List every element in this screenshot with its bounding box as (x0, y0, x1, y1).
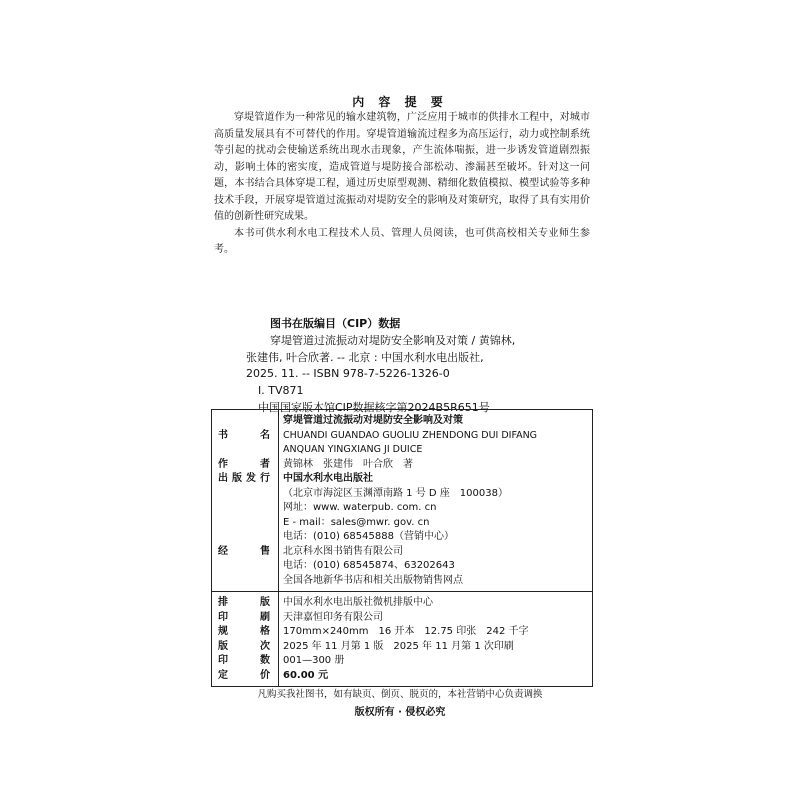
label-char: 定 (218, 669, 228, 681)
label-char: 数 (260, 655, 270, 666)
label-char: 行 (260, 473, 270, 484)
info-value (279, 410, 593, 429)
label-char: 排 (218, 597, 228, 608)
label-char: 版 (260, 597, 270, 608)
label-char: 版 (218, 640, 228, 652)
info-label (212, 410, 279, 429)
label-char: 作 (218, 458, 228, 470)
label-char: 经 (218, 545, 228, 557)
label-char: 发 (246, 473, 256, 484)
cip-line: 穿堤管道过流振动对堤防安全影响及对策 / 黄锦林, (270, 333, 516, 347)
label-char: 印 (218, 611, 228, 623)
publisher-phone: 电话：(010) 68545888（营销中心） (283, 531, 454, 542)
abstract-body (214, 110, 590, 259)
copyright-info-table (211, 409, 593, 687)
info-label-book (212, 429, 279, 458)
info-value (279, 625, 593, 640)
info-value (279, 545, 593, 592)
printer: 天津嘉恒印务有限公司 (283, 611, 383, 623)
book-title-pinyin: CHUANDI GUANDAO GUOLIU ZHENDONG DUI DIFANG (283, 429, 538, 441)
label-char: 售 (260, 545, 270, 557)
abstract-title: 内 容 提 要 (352, 95, 448, 109)
info-label-price (212, 669, 279, 687)
publisher: 中国水利水电出版社 (283, 473, 373, 484)
cip-line: 中国国家版本馆CIP数据核字第2024B5R651号 (258, 400, 490, 414)
info-label-print (212, 611, 279, 626)
cip-block (246, 316, 606, 417)
book-title-cn: 穿堤管道过流振动对堤防安全影响及对策 (283, 415, 463, 426)
typesetter: 中国水利水电出版社微机排版中心 (283, 597, 433, 608)
info-value (279, 458, 593, 473)
label-char: 名 (260, 429, 270, 441)
publisher-website: 网址：www. waterpub. com. cn (283, 502, 437, 513)
cip-line: 张建伟, 叶合欣著. -- 北京 : 中国水利水电出版社, (246, 350, 484, 364)
info-label-distributor (212, 545, 279, 592)
authors: 黄锦林 张建伟 叶合欣 著 (283, 458, 413, 470)
label-char: 规 (218, 626, 228, 637)
cip-line: Ⅰ. TV871 (258, 384, 304, 398)
abstract-paragraph: 穿堤管道作为一种常见的输水建筑物，广泛应用于城市的供排水工程中，对城市高质量发展具有不可替代的作用。穿堤管道输流过程多为高压运行，动力或控制系统等引起的扰动会使输送系统出现水击现象，产生流体喘振，进一步诱发管道剧烈振动，影响土体的密实度，造成管道与堤防接合部松动、渗漏甚至破坏。针对这一问题，本书结合具体穿堤工程，通过历史原型观测、精细化数值模拟、模型试验等多种技术手段，开展穿堤管道过流振动对堤防安全的影响及对策研究，取得了具有实用价值的创新性研究成果。 (214, 112, 590, 222)
specification: 170mm×240mm 16 开本 12.75 印张 242 千字 (283, 626, 529, 637)
label-char: 出 (218, 473, 228, 484)
distributor-phone: 电话：(010) 68545874、63202643 (283, 560, 455, 571)
label-char: 次 (260, 640, 270, 652)
label-char: 者 (260, 458, 270, 470)
publisher-address: （北京市海淀区玉渊潭南路 1 号 D 座 100038） (283, 487, 508, 499)
copyright-notice: 版权所有 · 侵权必究 (354, 707, 446, 718)
info-value (279, 654, 593, 669)
abstract-paragraph: 本书可供水利水电工程技术人员、管理人员阅读，也可供高校相关专业师生参考。 (214, 227, 590, 255)
info-label-publisher (212, 472, 279, 545)
info-label-typeset (212, 592, 279, 611)
price: 60.00 元 (283, 669, 329, 681)
label-char: 版 (232, 473, 242, 484)
distributor: 北京科水图书销售有限公司 (283, 545, 403, 557)
distribution-network: 全国各地新华书店和相关出版物销售网点 (283, 574, 463, 586)
info-value (279, 640, 593, 655)
info-value (279, 472, 593, 545)
print-run: 001—300 册 (283, 655, 345, 666)
label-char: 格 (260, 626, 270, 637)
info-value (279, 669, 593, 687)
publisher-email: E - mail：sales@mwr. gov. cn (283, 516, 430, 528)
label-char: 印 (218, 655, 228, 666)
info-label-author (212, 458, 279, 473)
label-char: 书 (218, 429, 228, 441)
label-char: 刷 (260, 611, 270, 623)
edition: 2025 年 11 月第 1 版 2025 年 11 月第 1 次印刷 (283, 640, 514, 652)
cip-line: 2025. 11. -- ISBN 978-7-5226-1326-0 (246, 367, 450, 381)
info-value (279, 429, 593, 458)
info-value (279, 611, 593, 626)
info-label-copies (212, 654, 279, 669)
cip-heading: 图书在版编目（CIP）数据 (270, 317, 401, 330)
book-title-pinyin: ANQUAN YINGXIANG JI DUICE (283, 444, 423, 455)
info-label-edition (212, 640, 279, 655)
replacement-notice: 凡购买我社图书，如有缺页、倒页、脱页的，本社营销中心负责调换 (257, 689, 543, 700)
label-char: 价 (260, 669, 270, 681)
info-label-spec (212, 625, 279, 640)
info-value (279, 592, 593, 611)
